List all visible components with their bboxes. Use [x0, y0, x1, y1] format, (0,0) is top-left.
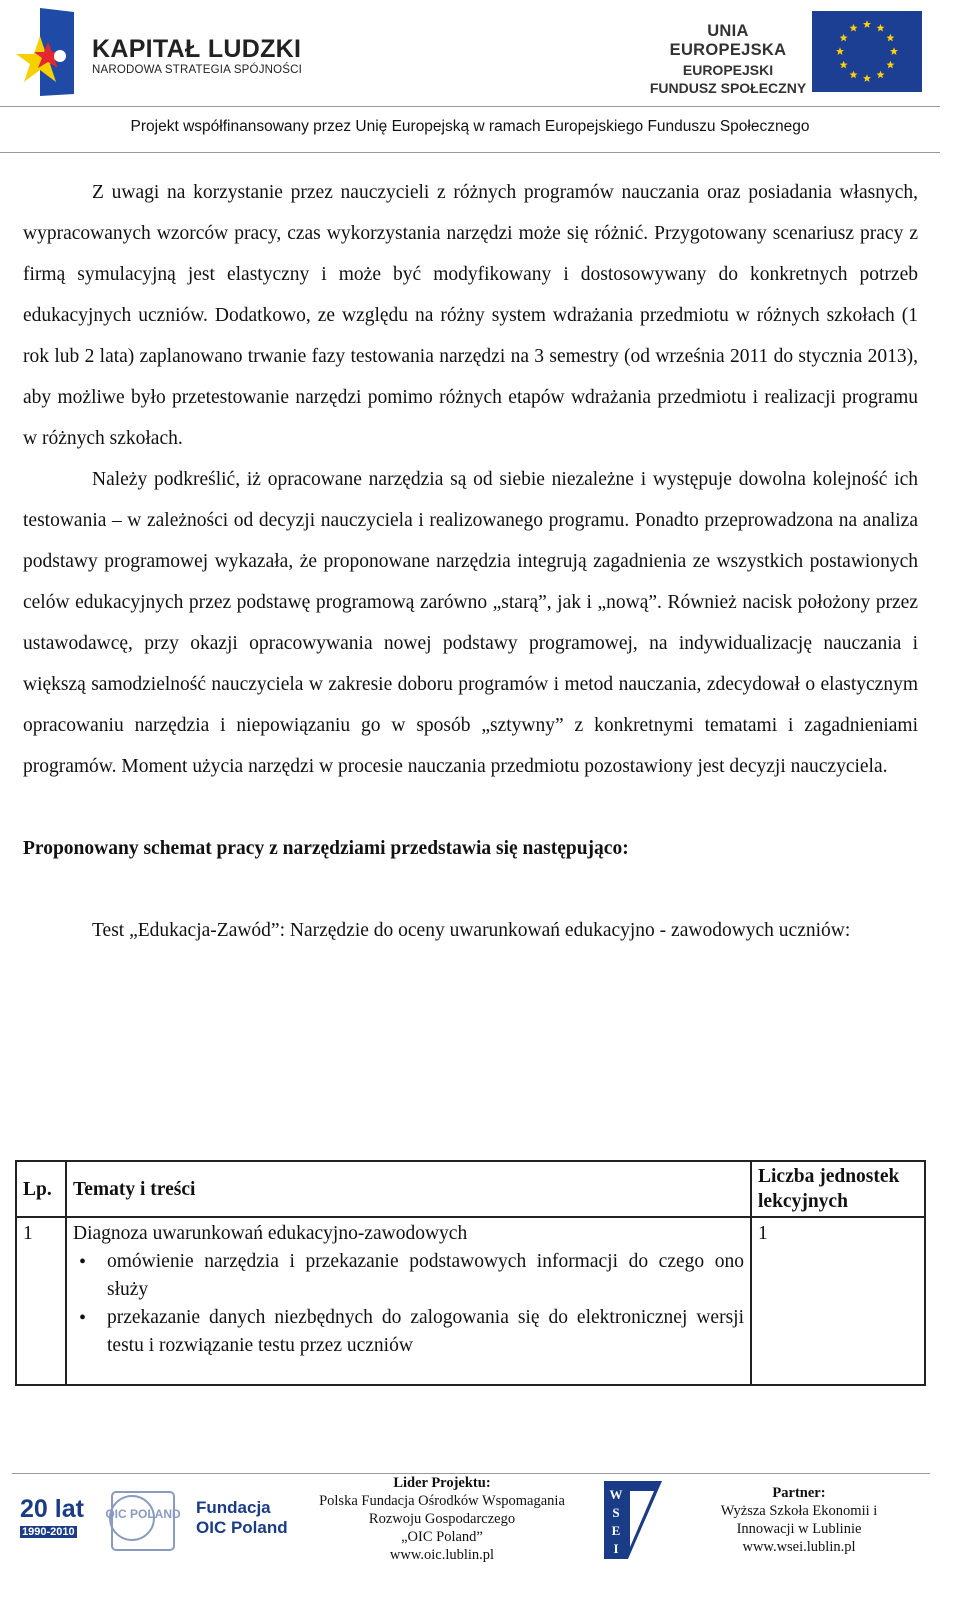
eu-line1: UNIA EUROPEJSKA [669, 22, 787, 59]
project-cofinanced-line: Projekt współfinansowany przez Unię Europejską w ramach Europejskiego Funduszu Społecznego [130, 118, 810, 135]
oic-emblem-text: OIC POLAND [105, 1507, 181, 1521]
row-lp: 1 [16, 1217, 66, 1385]
table-row [16, 1217, 925, 1385]
list-item: • omówienie narzędzia i przekazanie podstawowych informacji do czego ono służy [101, 1248, 744, 1304]
eu-flag-icon [812, 11, 922, 92]
twenty-years-range: 1990-2010 [22, 1526, 75, 1538]
wsei-letter-i: I [613, 1541, 619, 1556]
eu-line3: FUNDUSZ SPOŁECZNY [649, 80, 807, 96]
fundacja-line1: Fundacja [196, 1498, 271, 1517]
project-divider [0, 152, 940, 153]
kapital-ludzki-logo-icon [14, 6, 78, 98]
project-leader [300, 1474, 584, 1564]
wsei-letter-s: S [612, 1505, 620, 1520]
twenty-years-text: 20 lat [20, 1495, 84, 1523]
lider-url: www.oic.lublin.pl [389, 1547, 495, 1563]
wsei-logo-icon [604, 1481, 662, 1559]
table-header-row [16, 1161, 925, 1217]
header-divider [0, 106, 940, 107]
wsei-letter-e: E [611, 1523, 621, 1538]
partner-url: www.wsei.lublin.pl [742, 1539, 856, 1555]
lider-line3: „OIC Poland” [401, 1529, 483, 1545]
kl-subtitle: NARODOWA STRATEGIA SPÓJNOŚCI [92, 64, 303, 76]
list-item: • przekazanie danych niezbędnych do zalogowania się do elektronicznej wersji testu i rozwiązanie testu przez uczniów [101, 1304, 744, 1360]
header-units: Liczba jednostek lekcyjnych [751, 1161, 925, 1217]
partner-line2: Innowacji w Lublinie [736, 1521, 862, 1537]
lider-line1: Polska Fundacja Ośrodków Wspomagania [319, 1493, 565, 1509]
partner-label: Partner: [772, 1485, 826, 1501]
header-topics: Tematy i treści [66, 1161, 751, 1217]
lider-label: Lider Projektu: [393, 1475, 491, 1491]
eu-logo [648, 11, 924, 96]
page-header [0, 0, 960, 108]
partner-line1: Wyższa Szkoła Ekonomii i [720, 1503, 878, 1519]
paragraph-1: Z uwagi na korzystanie przez nauczycieli z różnych programów nauczania oraz posiadania własnych, wypracowanych wzorców pracy, czas wykorzystania narzędzi może się różnić. Przygotowany scenariusz pracy z firmą symulacyjną jest elastyczny i może być modyfikowany i dostosowywany do konkretnych potrzeb edukacyjnych uczniów. Dodatkowo, ze względu na różny system wdrażania przedmiotu w różnych szkołach (1 rok lub 2 lata) zaplanowano trwanie fazy testowania narzędzi na 3 semestry (od września 2011 do stycznia 2013), aby możliwe było przetestowanie narzędzi pomimo różnych etapów wdrażania przedmiotu i realizacji programu w różnych szkołach. [23, 182, 918, 449]
eu-line2: EUROPEJSKI [682, 62, 774, 78]
row-units: 1 [751, 1217, 925, 1385]
test-intro: Test „Edukacja-Zawód”: Narzędzie do oceny uwarunkowań edukacyjno - zawodowych uczniów: [92, 920, 851, 941]
oic-poland-emblem-icon [102, 1488, 184, 1554]
fundacja-line2: OIC Poland [196, 1518, 288, 1537]
row-title: Diagnoza uwarunkowań edukacyjno-zawodowych [73, 1223, 468, 1244]
wsei-letter-w: W [609, 1487, 623, 1502]
lider-line2: Rozwoju Gospodarczego [368, 1511, 516, 1527]
kapital-ludzki-text [92, 36, 302, 76]
tools-table [15, 1160, 926, 1386]
twenty-years-logo [20, 1496, 84, 1540]
oic-logos [20, 1484, 290, 1564]
kl-title: KAPITAŁ LUDZKI [92, 35, 302, 63]
project-partner [706, 1484, 892, 1556]
eu-text [648, 11, 808, 96]
row-bullets [73, 1248, 744, 1360]
paragraph-2: Należy podkreślić, iż opracowane narzędzia są od siebie niezależne i występuje dowolna kolejność ich testowania – w zależności od decyzji nauczyciela i realizowanego programu. Ponadto przeprowadzona na analiza podstawy programowej wykazała, że proponowane narzędzia integrują zagadnienia ze wszystkich postawionych celów edukacyjnych przez podstawę programową zarówno „starą”, jak i „nową”. Również nacisk położony przez ustawodawcę, przy okazji opracowywania nowej podstawy programowej, na indywidualizację nauczania i większą samodzielność nauczyciela w zakresie doboru programów i metod nauczania, zdecydował o elastycznym opracowaniu narzędzia i niepowiązaniu go w sposób „sztywny” z konkretnymi tematami i zagadnieniami programów. Moment użycia narzędzi w procesie nauczania przedmiotu pozostawiony jest decyzji nauczyciela. [23, 469, 918, 777]
section-heading: Proponowany schemat pracy z narzędziami przedstawia się następująco: [23, 838, 629, 859]
fundacja-oic-text [196, 1498, 288, 1538]
document-body [23, 172, 918, 951]
row-topics [66, 1217, 751, 1385]
header-lp: Lp. [16, 1161, 66, 1217]
